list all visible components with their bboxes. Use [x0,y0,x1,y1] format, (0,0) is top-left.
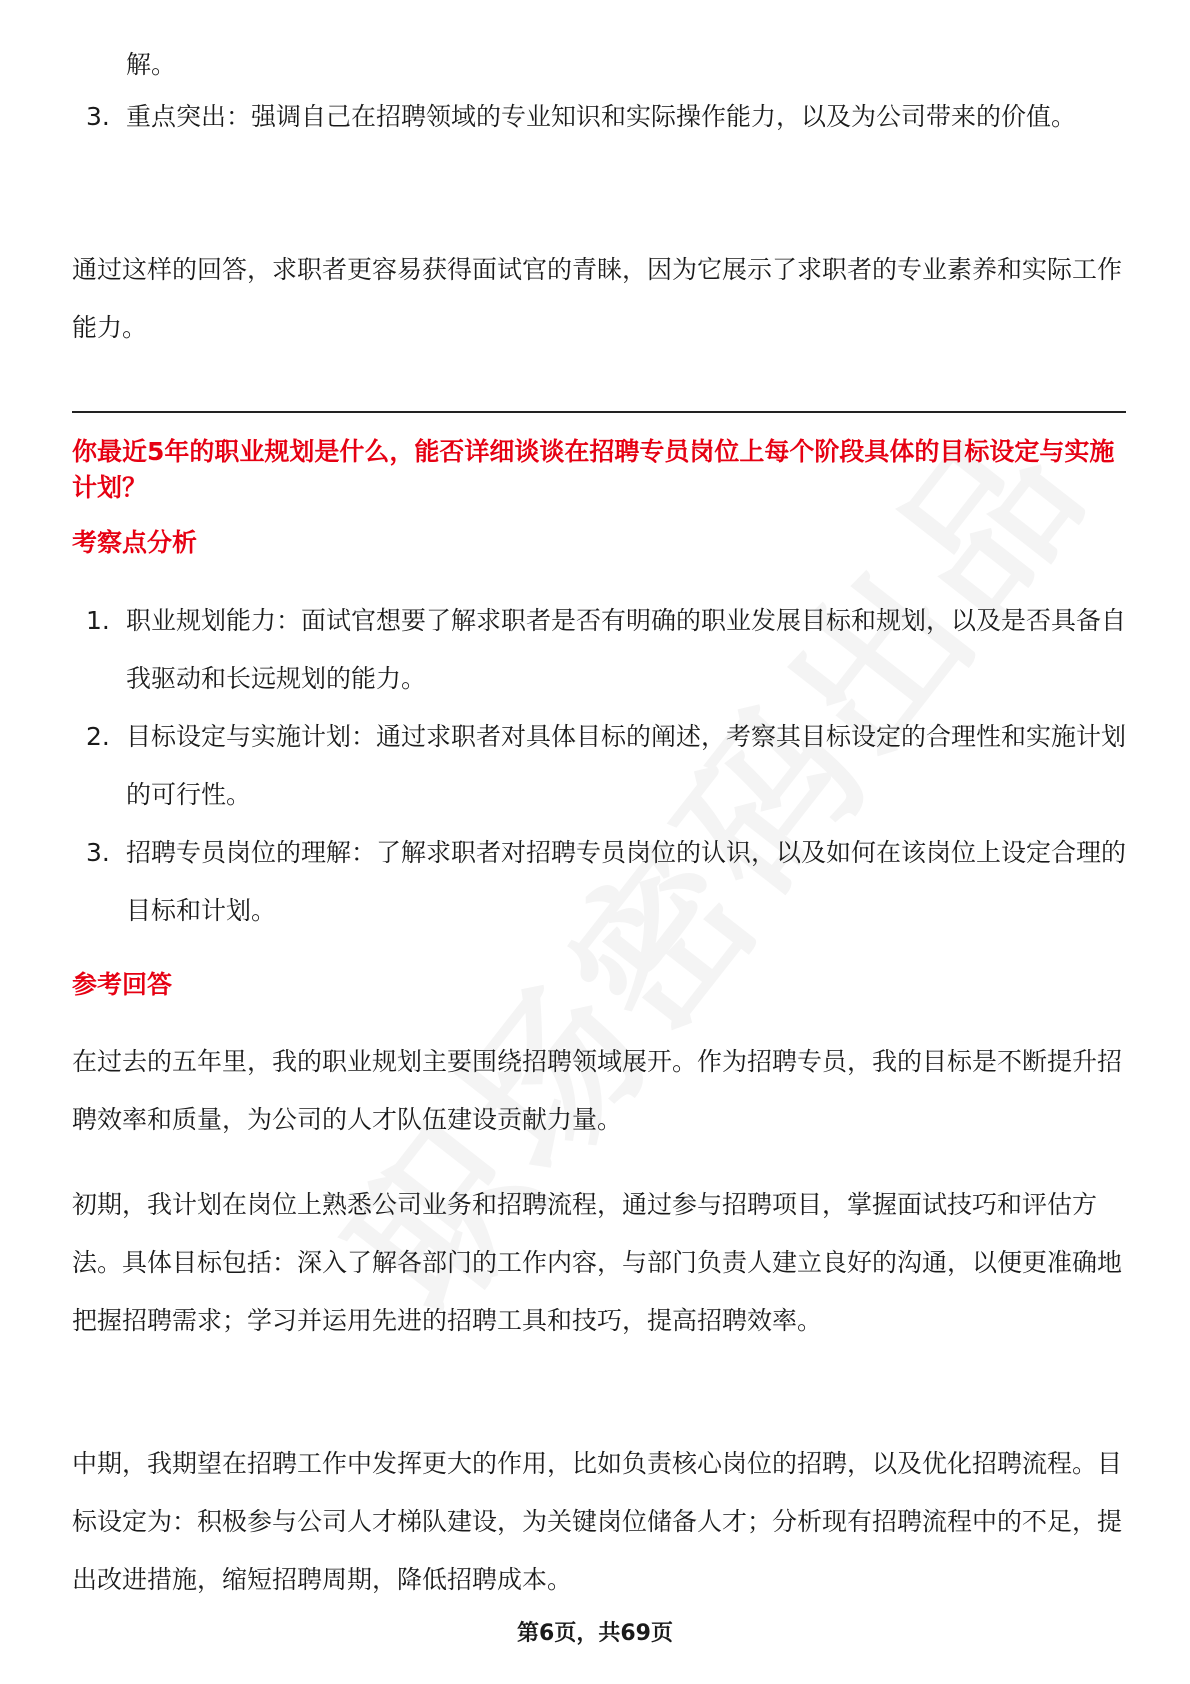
list-text: 重点突出：强调自己在招聘领域的专业知识和实际操作能力，以及为公司带来的价值。 [126,102,1077,131]
continued-line: 解。 [126,50,177,79]
answer-paragraph: 中期，我期望在招聘工作中发挥更大的作用，比如负责核心岗位的招聘，以及优化招聘流程。目标设定为：积极参与公司人才梯队建设，为关键岗位储备人才；分析现有招聘流程中的不足，提出改进措施，缩短招聘周期，降低招聘成本。 [72,1449,1123,1594]
list-number: 2. [86,722,110,751]
summary-paragraph: 通过这样的回答，求职者更容易获得面试官的青睐，因为它展示了求职者的专业素养和实际工作能力。 [72,255,1123,342]
page-footer: 第6页，共69页 [517,1621,673,1646]
list-number: 3. [86,102,110,131]
top-list [72,88,1126,146]
list-text: 职业规划能力：面试官想要了解求职者是否有明确的职业发展目标和规划，以及是否具备自我驱动和长远规划的能力。 [126,606,1127,693]
section-divider [72,411,1126,413]
analysis-heading: 考察点分析 [72,528,198,557]
list-item [72,824,1126,940]
question-heading: 你最近5年的职业规划是什么，能否详细谈谈在招聘专员岗位上每个阶段具体的目标设定与实施计划？ [72,437,1115,502]
list-text: 招聘专员岗位的理解：了解求职者对招聘专员岗位的认识，以及如何在该岗位上设定合理的目标和计划。 [126,838,1127,925]
answer-paragraph: 初期，我计划在岗位上熟悉公司业务和招聘流程，通过参与招聘项目，掌握面试技巧和评估方法。具体目标包括：深入了解各部门的工作内容，与部门负责人建立良好的沟通，以便更准确地把握招聘需求；学习并运用先进的招聘工具和技巧，提高招聘效率。 [72,1190,1123,1335]
list-number: 1. [86,606,110,635]
list-number: 3. [86,838,110,867]
answer-heading: 参考回答 [72,970,173,999]
list-item [72,592,1126,708]
list-text: 目标设定与实施计划：通过求职者对具体目标的阐述，考察其目标设定的合理性和实施计划的可行性。 [126,722,1127,809]
list-item [72,88,1126,146]
analysis-list [72,592,1126,940]
answer-paragraph: 在过去的五年里，我的职业规划主要围绕招聘领域展开。作为招聘专员，我的目标是不断提升招聘效率和质量，为公司的人才队伍建设贡献力量。 [72,1047,1123,1134]
list-item [72,708,1126,824]
